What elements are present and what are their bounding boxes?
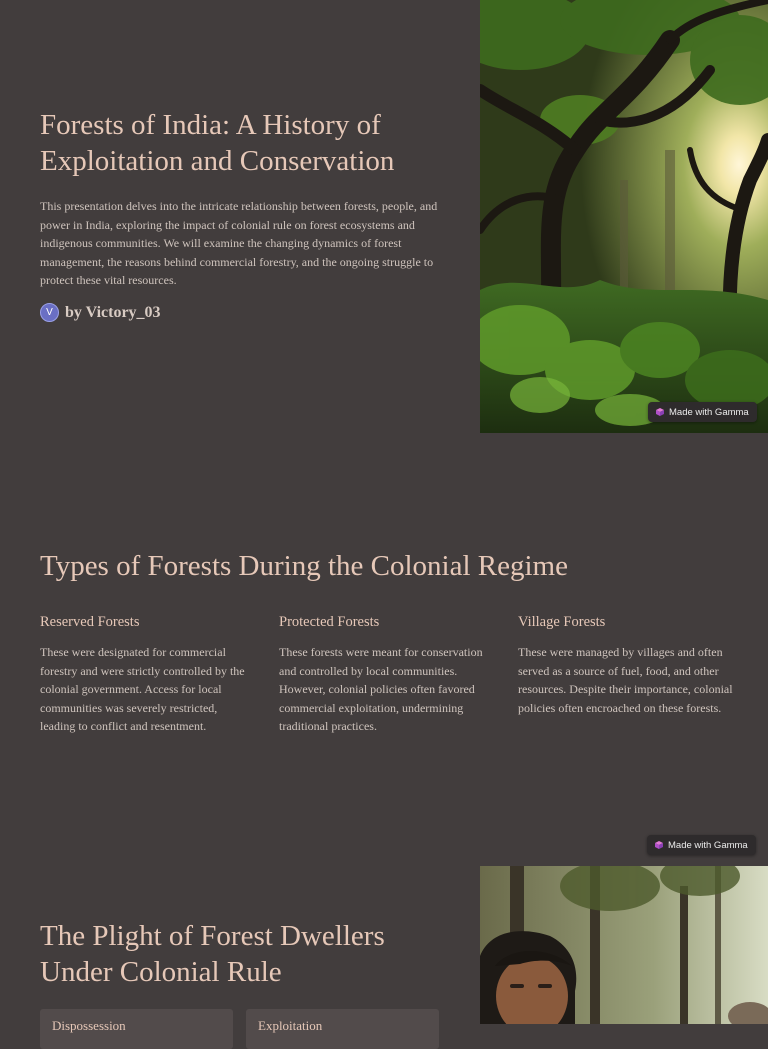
author-name[interactable]: by Victory_03 xyxy=(65,303,161,321)
column-title: Reserved Forests xyxy=(40,614,140,630)
made-with-gamma-badge[interactable] xyxy=(647,835,756,855)
column-reserved-forests xyxy=(40,613,255,736)
column-title: Village Forests xyxy=(518,614,606,630)
card-exploitation: Exploitation xyxy=(246,1009,439,1049)
slide-description: This presentation delves into the intricate relationship between forests, people, and power in India, exploring the impact of colonial rule on forest ecosystems and indigenous communities. We will examine the changing dynamics of forest management, the reasons behind commercial forestry, and the ongoing struggle to protect these vital resources. xyxy=(40,199,438,288)
forest-dweller-image xyxy=(480,866,768,1024)
column-title: Protected Forests xyxy=(279,614,380,630)
column-village-forests xyxy=(518,613,738,717)
avatar[interactable]: V xyxy=(40,303,59,322)
badge-label: Made with Gamma xyxy=(669,406,749,418)
column-body: These were managed by villages and often served as a source of fuel, food, and other resources. Despite their importance, colonial policies often encroached on these forests. xyxy=(518,645,733,715)
column-body: These were designated for commercial forestry and were strictly controlled by the colonial government. Access for local communities was severely restricted, leading to conflict and resentment. xyxy=(40,645,245,734)
forest-canopy-image xyxy=(480,0,768,433)
column-protected-forests xyxy=(279,613,494,736)
card-dispossession: Dispossession xyxy=(40,1009,233,1049)
author-row xyxy=(40,303,161,322)
made-with-gamma-badge[interactable] xyxy=(648,402,757,422)
slide-title-forests-of-india: Forests of India: A History of Exploitation and Conservation xyxy=(40,109,395,177)
slide-title-types-of-forests: Types of Forests During the Colonial Regime xyxy=(40,550,568,582)
slide-title-plight-of-forest-dwellers: The Plight of Forest Dwellers Under Colonial Rule xyxy=(40,920,385,988)
gamma-logo-icon xyxy=(656,408,664,416)
gamma-logo-icon xyxy=(655,841,663,849)
column-body: These forests were meant for conservation and controlled by local communities. However, colonial policies often favored commercial exploitation, undermining traditional practices. xyxy=(279,645,483,734)
badge-label: Made with Gamma xyxy=(668,839,748,851)
